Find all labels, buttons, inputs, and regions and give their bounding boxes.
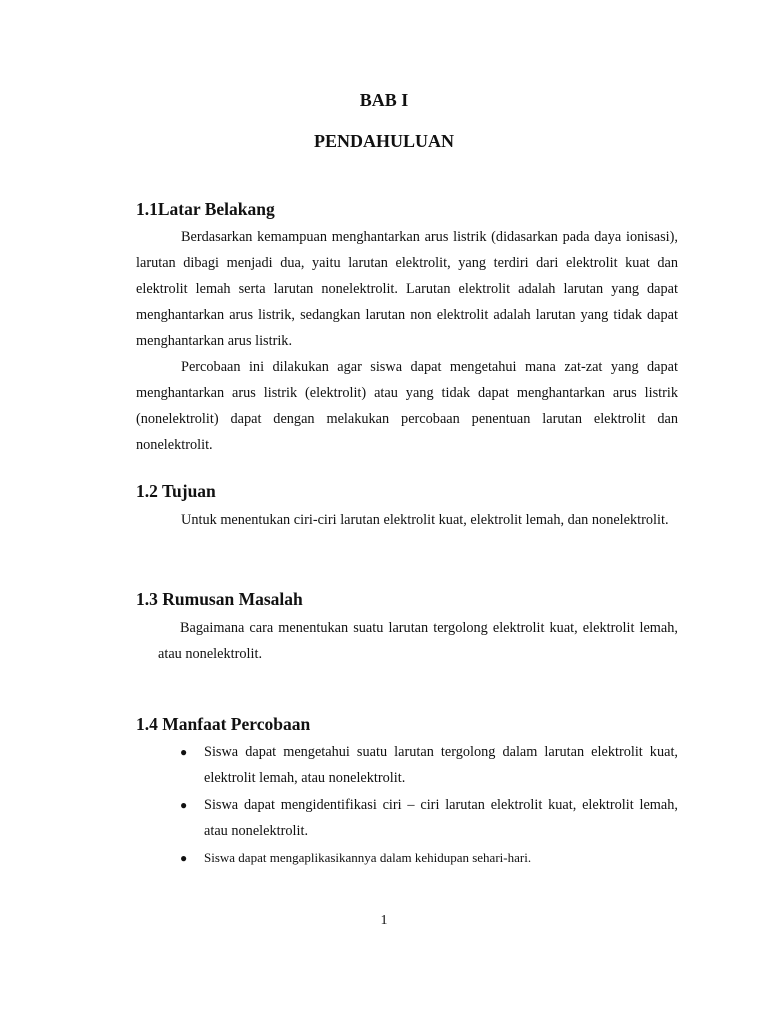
section-heading-manfaat-percobaan: [136, 714, 310, 735]
section-number: 1.3: [136, 589, 158, 609]
manfaat-bullet-list: [180, 739, 678, 872]
list-item-text: Siswa dapat mengidentifikasi ciri – ciri larutan elektrolit kuat, elektrolit lemah, atau nonelektrolit.: [204, 797, 678, 839]
paragraph-latar-1: Berdasarkan kemampuan menghantarkan arus listrik (didasarkan pada daya ionisasi), larutan dibagi menjadi dua, yaitu larutan elektrolit, yang terdiri dari elektrolit kuat dan elektrolit lemah serta larutan nonelektrolit. Larutan elektrolit adalah larutan yang dapat menghantarkan arus listrik, sedangkan larutan non elektrolit adalah larutan yang tidak dapat menghantarkan arus listrik.: [136, 229, 678, 349]
list-item-text: Siswa dapat mengaplikasikannya dalam kehidupan sehari-hari.: [204, 850, 532, 865]
bullet-icon: ●: [180, 851, 188, 865]
page-number: 1: [380, 913, 388, 928]
paragraph-tujuan: Untuk menentukan ciri-ciri larutan elektrolit kuat, elektrolit lemah, dan nonelektrolit.: [181, 512, 669, 528]
section-number: 1.2: [136, 481, 158, 501]
list-item: [180, 845, 678, 871]
section-title: Tujuan: [161, 481, 216, 501]
chapter-number: BAB I: [359, 90, 409, 110]
section-number: 1.4: [136, 714, 158, 734]
list-item-text: Siswa dapat mengetahui suatu larutan tergolong dalam larutan elektrolit kuat, elektrolit lemah, atau nonelektrolit.: [204, 744, 678, 786]
bullet-icon: ●: [180, 798, 188, 812]
paragraph-rumusan: Bagaimana cara menentukan suatu larutan tergolong elektrolit kuat, elektrolit lemah, atau nonelektrolit.: [158, 620, 678, 662]
list-item: [180, 792, 678, 844]
section-heading-latar-belakang: [136, 199, 275, 220]
bullet-icon: ●: [180, 745, 188, 759]
section-heading-rumusan-masalah: [136, 589, 303, 610]
section-title: Latar Belakang: [157, 199, 275, 219]
section-heading-tujuan: [136, 481, 216, 502]
paragraph-latar-2: Percobaan ini dilakukan agar siswa dapat mengetahui mana zat-zat yang dapat menghantarkan arus listrik (elektrolit) atau yang tidak dapat menghantarkan arus listrik (nonelektrolit) dapat dengan melakukan percobaan penentuan larutan elektrolit dan nonelektrolit.: [136, 359, 678, 453]
chapter-title: PENDAHULUAN: [313, 131, 454, 151]
section-title: Rumusan Masalah: [162, 589, 303, 609]
section-number: 1.1: [136, 199, 158, 219]
section-title: Manfaat Percobaan: [162, 714, 311, 734]
list-item: [180, 739, 678, 791]
